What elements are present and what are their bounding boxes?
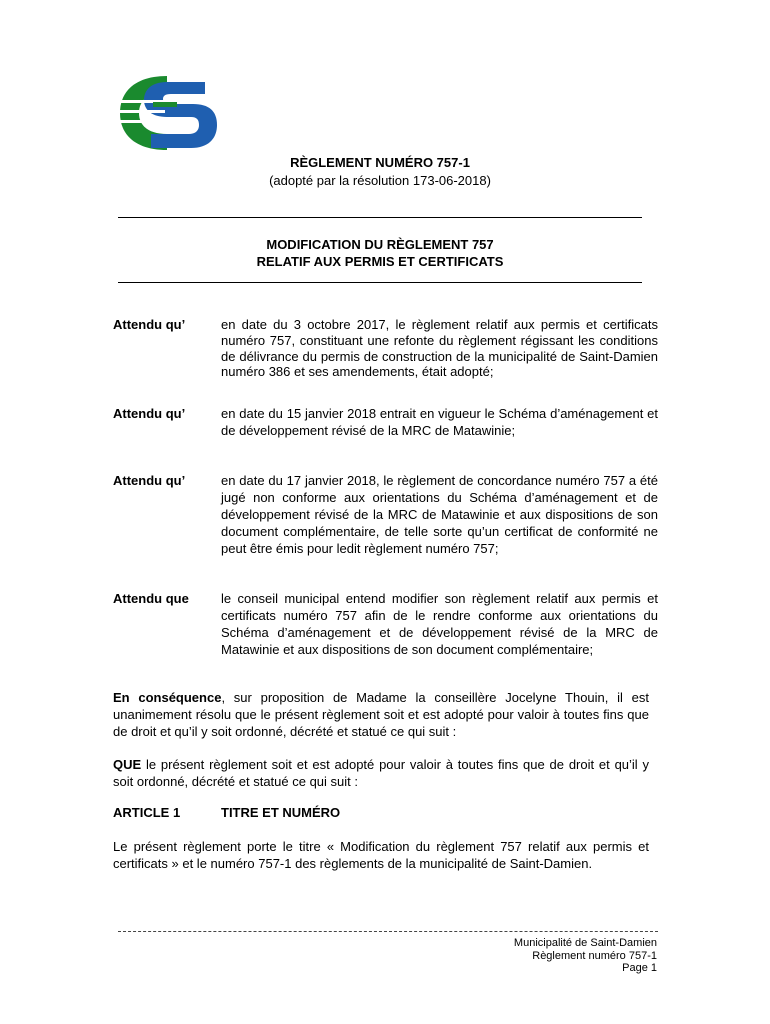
whereas-text: en date du 17 janvier 2018, le règlement de concordance numéro 757 a été jugé non conforme aux orientations du Schéma d’aménagement et de développement révisé de la MRC de Matawinie et aux dispositions de son document complémentaire, de telle sorte qu’un certificat de conformité ne peut être émis pour ledit règlement numéro 757; bbox=[221, 473, 658, 556]
municipality-logo bbox=[117, 74, 219, 152]
que-paragraph bbox=[113, 756, 649, 790]
article-title: TITRE ET NUMÉRO bbox=[221, 805, 341, 820]
document-subtitle: (adopté par la résolution 173-06-2018) bbox=[269, 173, 491, 188]
whereas-label: Attendu qu’ bbox=[113, 473, 186, 488]
consequence-lead: En conséquence bbox=[113, 690, 222, 705]
section-title-line2: RELATIF AUX PERMIS ET CERTIFICATS bbox=[256, 254, 504, 269]
footer-page-number: Page 1 bbox=[622, 962, 657, 974]
page-footer bbox=[514, 937, 657, 975]
footer-rule bbox=[118, 931, 658, 932]
footer-municipality: Municipalité de Saint-Damien bbox=[513, 937, 657, 949]
section-title-line1: MODIFICATION DU RÈGLEMENT 757 bbox=[266, 237, 494, 252]
whereas-label: Attendu qu’ bbox=[113, 406, 186, 421]
que-text: le présent règlement soit et est adopté pour valoir à toutes fins que de droit et qu’il y soit ordonné, décrété et statué ce qui suit : bbox=[113, 757, 649, 789]
divider-bottom bbox=[118, 282, 642, 283]
divider-top bbox=[118, 217, 642, 218]
consequence-text: , sur proposition de Madame la conseillère Jocelyne Thouin, il est unanimement résolu que le présent règlement soit et est adopté pour valoir à toutes fins que de droit et qu’il y soit ordonné, décrété et statué ce qui suit : bbox=[113, 690, 649, 739]
whereas-label: Attendu que bbox=[113, 591, 189, 606]
whereas-clause bbox=[113, 472, 658, 557]
whereas-text: en date du 3 octobre 2017, le règlement relatif aux permis et certificats numéro 757, constituant une refonte du règlement régissant les conditions de délivrance du permis de construction de la municipalité de Saint-Damien numéro 386 et ses amendements, était adopté; bbox=[221, 317, 658, 380]
whereas-clause bbox=[113, 590, 658, 658]
whereas-clause bbox=[113, 405, 658, 439]
footer-bylaw: Règlement numéro 757-1 bbox=[532, 949, 657, 962]
document-title: RÈGLEMENT NUMÉRO 757-1 bbox=[290, 155, 470, 170]
whereas-clause bbox=[113, 317, 658, 380]
que-lead: QUE bbox=[113, 757, 142, 772]
whereas-label: Attendu qu’ bbox=[113, 317, 186, 332]
whereas-text: le conseil municipal entend modifier son règlement relatif aux permis et certificats numéro 757 afin de le rendre conforme aux orientations du Schéma d’aménagement et de développement révisé de la MRC de Matawinie et aux dispositions de son document complémentaire; bbox=[221, 591, 658, 657]
logo-blue-s bbox=[144, 82, 217, 148]
article-number: ARTICLE 1 bbox=[113, 805, 181, 820]
consequence-paragraph bbox=[113, 689, 649, 740]
article-1-text: Le présent règlement porte le titre « Modification du règlement 757 relatif aux permis et certificats » et le numéro 757-1 des règlements de la municipalité de Saint-Damien. bbox=[113, 839, 649, 871]
whereas-text: en date du 15 janvier 2018 entrait en vigueur le Schéma d’aménagement et de développement révisé de la MRC de Matawinie; bbox=[221, 406, 658, 438]
